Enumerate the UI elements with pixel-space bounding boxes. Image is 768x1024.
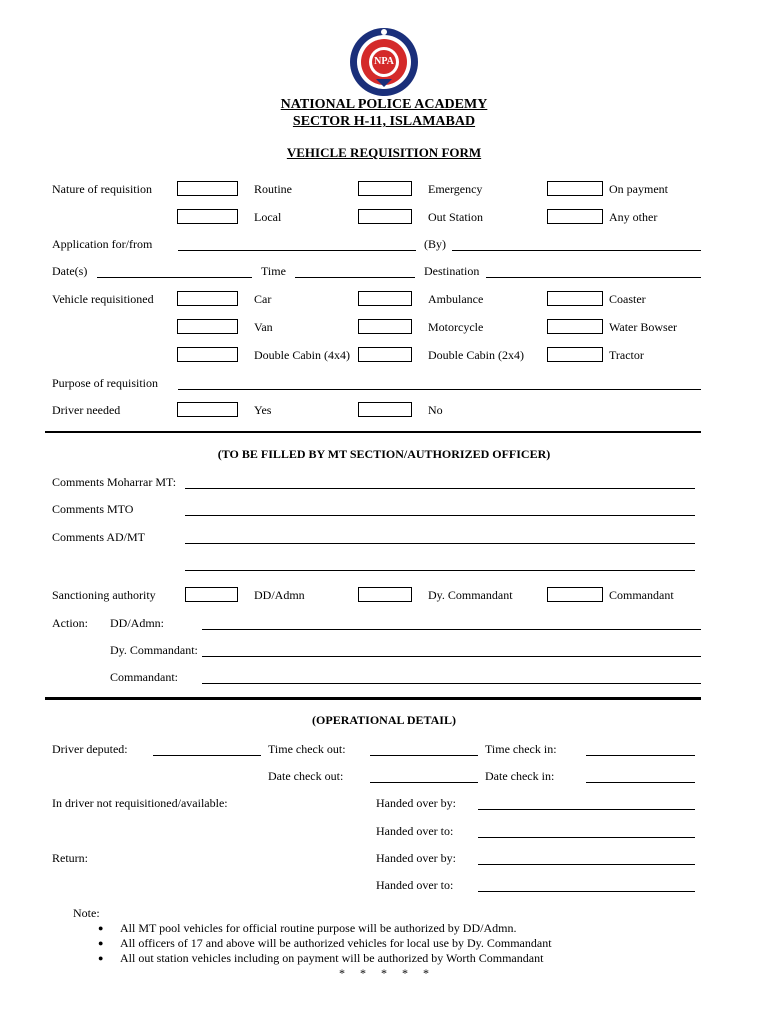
- sanctioning-label: Sanctioning authority: [52, 588, 156, 602]
- dd-admn-checkbox[interactable]: [185, 587, 238, 602]
- driver-not-available-label: In driver not requisitioned/available:: [52, 796, 228, 810]
- handed-over-by-field-1[interactable]: [478, 809, 695, 810]
- destination-field[interactable]: [486, 277, 701, 278]
- emergency-label: Emergency: [428, 182, 483, 196]
- application-field[interactable]: [178, 250, 416, 251]
- section-divider-1: [45, 431, 701, 433]
- return-label: Return:: [52, 851, 88, 865]
- action-ddadmn-field[interactable]: [202, 629, 701, 630]
- vehicle-label: Vehicle requisitioned: [52, 292, 154, 306]
- time-check-in-field[interactable]: [586, 755, 695, 756]
- double-cabin-2x4-label: Double Cabin (2x4): [428, 348, 524, 362]
- driver-deputed-field[interactable]: [153, 755, 261, 756]
- handed-over-by-field-2[interactable]: [478, 864, 695, 865]
- dy-commandant-label: Dy. Commandant: [428, 588, 513, 602]
- ambulance-label: Ambulance: [428, 292, 484, 306]
- handed-over-by-label-1: Handed over by:: [376, 796, 456, 810]
- operational-heading: (OPERATIONAL DETAIL): [312, 713, 456, 727]
- action-ddadmn-label: DD/Admn:: [110, 616, 164, 630]
- time-check-out-label: Time check out:: [268, 742, 346, 756]
- van-checkbox[interactable]: [177, 319, 238, 334]
- form-title: VEHICLE REQUISITION FORM: [286, 145, 482, 160]
- time-field[interactable]: [295, 277, 415, 278]
- double-cabin-4x4-checkbox[interactable]: [177, 347, 238, 362]
- notes-section: [73, 906, 673, 966]
- mt-section-heading: (TO BE FILLED BY MT SECTION/AUTHORIZED OFFICER): [217, 447, 551, 461]
- coaster-label: Coaster: [609, 292, 646, 306]
- academy-title: NATIONAL POLICE ACADEMY: [280, 97, 488, 112]
- logo-text: NPA: [374, 56, 394, 67]
- on-payment-checkbox[interactable]: [547, 181, 603, 196]
- dy-commandant-checkbox[interactable]: [358, 587, 412, 602]
- car-label: Car: [254, 292, 272, 306]
- tractor-label: Tractor: [609, 348, 644, 362]
- comments-mto-field[interactable]: [185, 515, 695, 516]
- handed-over-by-label-2: Handed over by:: [376, 851, 456, 865]
- van-label: Van: [254, 320, 273, 334]
- double-cabin-2x4-checkbox[interactable]: [358, 347, 412, 362]
- driver-yes-checkbox[interactable]: [177, 402, 238, 417]
- note-item: ● All officers of 17 and above will be authorized vehicles for local use by Dy. Commandant: [120, 936, 673, 951]
- out-station-label: Out Station: [428, 210, 484, 224]
- commandant-label: Commandant: [609, 588, 674, 602]
- out-station-checkbox[interactable]: [358, 209, 412, 224]
- handed-over-to-label-2: Handed over to:: [376, 878, 454, 892]
- comments-admt-field-2[interactable]: [185, 570, 695, 571]
- destination-label: Destination: [424, 264, 480, 278]
- end-marker: * * * * *: [339, 966, 429, 980]
- dates-field[interactable]: [97, 277, 252, 278]
- date-check-out-field[interactable]: [370, 782, 478, 783]
- local-label: Local: [254, 210, 282, 224]
- driver-yes-label: Yes: [254, 403, 272, 417]
- handed-over-to-field-2[interactable]: [478, 891, 695, 892]
- comments-admt-field[interactable]: [185, 543, 695, 544]
- time-label: Time: [261, 264, 286, 278]
- driver-deputed-label: Driver deputed:: [52, 742, 128, 756]
- routine-label: Routine: [254, 182, 292, 196]
- water-bowser-checkbox[interactable]: [547, 319, 603, 334]
- comments-mto-label: Comments MTO: [52, 502, 134, 516]
- action-dy-commandant-label: Dy. Commandant:: [110, 643, 198, 657]
- ambulance-checkbox[interactable]: [358, 291, 412, 306]
- driver-needed-label: Driver needed: [52, 403, 121, 417]
- comments-moharrar-field[interactable]: [185, 488, 695, 489]
- purpose-label: Purpose of requisition: [52, 376, 158, 390]
- nature-label: Nature of requisition: [52, 182, 152, 196]
- tractor-checkbox[interactable]: [547, 347, 603, 362]
- comments-admt-label: Comments AD/MT: [52, 530, 146, 544]
- date-check-in-field[interactable]: [586, 782, 695, 783]
- on-payment-label: On payment: [609, 182, 668, 196]
- by-label: (By): [424, 237, 446, 251]
- driver-no-label: No: [428, 403, 443, 417]
- dd-admn-label: DD/Admn: [254, 588, 305, 602]
- note-item: ● All MT pool vehicles for official routine purpose will be authorized by DD/Admn.: [120, 921, 673, 936]
- action-label: Action:: [52, 616, 88, 630]
- comments-moharrar-label: Comments Moharrar MT:: [52, 475, 177, 489]
- note-item: ● All out station vehicles including on payment will be authorized by Worth Commandant: [120, 951, 673, 966]
- date-check-in-label: Date check in:: [485, 769, 555, 783]
- local-checkbox[interactable]: [177, 209, 238, 224]
- handed-over-to-label-1: Handed over to:: [376, 824, 454, 838]
- coaster-checkbox[interactable]: [547, 291, 603, 306]
- academy-subtitle: SECTOR H-11, ISLAMABAD: [292, 114, 476, 129]
- by-field[interactable]: [452, 250, 701, 251]
- water-bowser-label: Water Bowser: [609, 320, 678, 334]
- time-check-in-label: Time check in:: [485, 742, 557, 756]
- dates-label: Date(s): [52, 264, 88, 278]
- routine-checkbox[interactable]: [177, 181, 238, 196]
- any-other-checkbox[interactable]: [547, 209, 603, 224]
- motorcycle-checkbox[interactable]: [358, 319, 412, 334]
- action-commandant-field[interactable]: [202, 683, 701, 684]
- notes-label: Note:: [73, 906, 100, 920]
- time-check-out-field[interactable]: [370, 755, 478, 756]
- double-cabin-4x4-label: Double Cabin (4x4): [254, 348, 350, 362]
- section-divider-2: [45, 697, 701, 700]
- action-commandant-label: Commandant:: [110, 670, 178, 684]
- emergency-checkbox[interactable]: [358, 181, 412, 196]
- any-other-label: Any other: [609, 210, 658, 224]
- purpose-field[interactable]: [178, 389, 701, 390]
- commandant-checkbox[interactable]: [547, 587, 603, 602]
- driver-no-checkbox[interactable]: [358, 402, 412, 417]
- application-label: Application for/from: [52, 237, 153, 251]
- date-check-out-label: Date check out:: [268, 769, 344, 783]
- notes-list: [73, 921, 673, 966]
- action-dy-commandant-field[interactable]: [202, 656, 701, 657]
- handed-over-to-field-1[interactable]: [478, 837, 695, 838]
- motorcycle-label: Motorcycle: [428, 320, 484, 334]
- car-checkbox[interactable]: [177, 291, 238, 306]
